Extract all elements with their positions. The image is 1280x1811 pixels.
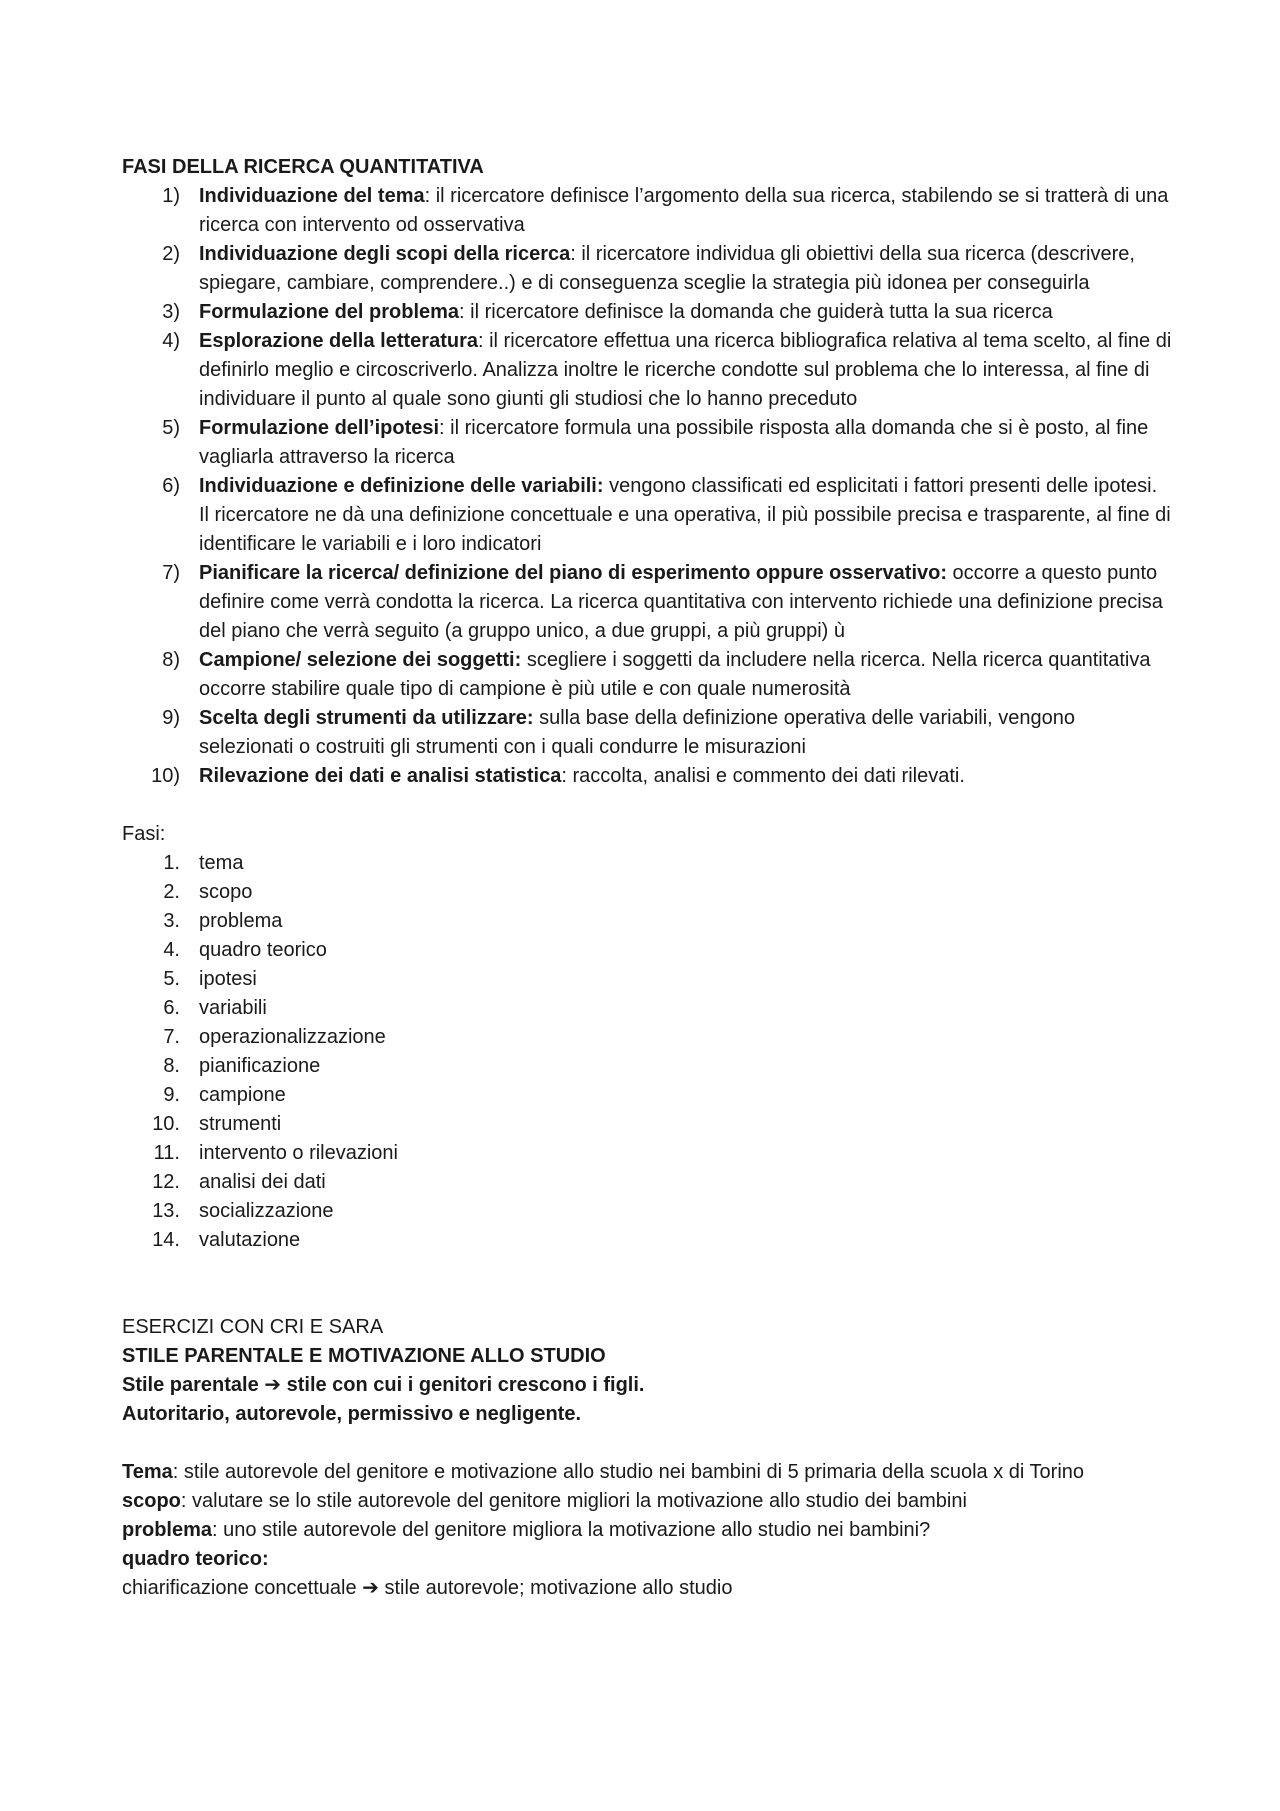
fase-text: problema (199, 910, 283, 932)
fase-number: 1. (163, 852, 180, 874)
phase-item (122, 414, 1172, 472)
fase-number: 8. (163, 1055, 180, 1077)
phase-description: : raccolta, analisi e commento dei dati rilevati. (561, 765, 965, 787)
chiarificazione-text: stile autorevole; motivazione allo studio (384, 1577, 733, 1599)
phase-item (122, 327, 1172, 414)
phase-title: Individuazione del tema (199, 185, 425, 207)
fase-number: 7. (163, 1026, 180, 1048)
phase-number: 10) (151, 765, 180, 787)
spacer (122, 1429, 1172, 1458)
phase-number: 6) (162, 475, 180, 497)
chiarificazione-term: chiarificazione concettuale (122, 1577, 357, 1599)
fase-item (122, 1052, 1172, 1081)
section-heading: FASI DELLA RICERCA QUANTITATIVA (122, 156, 484, 178)
document-page (122, 153, 1172, 1603)
phase-description: : il ricercatore individua gli obiettivi della sua ricerca (descrivere, spiegare, cambiare, comprendere..) e di conseguenza sceglie la strategia più idonea per conseguirla (199, 243, 1135, 294)
phase-item (122, 240, 1172, 298)
fase-text: campione (199, 1084, 286, 1106)
phase-description: scegliere i soggetti da includere nella ricerca. Nella ricerca quantitativa occorre stabilire quale tipo di campione è più utile e con quale numerosità (199, 649, 1151, 700)
phase-title: Rilevazione dei dati e analisi statistica (199, 765, 562, 787)
fase-number: 4. (163, 939, 180, 961)
fase-item (122, 1226, 1172, 1255)
fase-item (122, 965, 1172, 994)
phase-item (122, 704, 1172, 762)
phase-number: 9) (162, 707, 180, 729)
phase-description: sulla base della definizione operativa delle variabili, vengono selezionati o costruiti gli strumenti con i quali condurre le misurazioni (199, 707, 1075, 758)
phase-number: 5) (162, 417, 180, 439)
fase-text: variabili (199, 997, 267, 1019)
stile-parentale-definition: stile con cui i genitori crescono i figli. (286, 1374, 645, 1396)
fase-number: 9. (163, 1084, 180, 1106)
phase-description: : il ricercatore effettua una ricerca bibliografica relativa al tema scelto, al fine di definirlo meglio e circoscriverlo. Analizza inoltre le ricerche condotte sul problema che lo interessa, al fine di individuare il punto al quale sono giunti gli studiosi che lo hanno preceduto (199, 330, 1172, 410)
fasi-list (122, 849, 1172, 1255)
fase-text: valutazione (199, 1229, 301, 1251)
fase-text: pianificazione (199, 1055, 321, 1077)
exercise-label: ESERCIZI CON CRI E SARA (122, 1316, 384, 1338)
fase-text: ipotesi (199, 968, 257, 990)
phase-item (122, 472, 1172, 559)
phase-item (122, 762, 1172, 791)
fase-text: strumenti (199, 1113, 282, 1135)
quadro-teorico-label: quadro teorico: (122, 1548, 269, 1570)
problema-paragraph (122, 1516, 1172, 1545)
phase-number: 8) (162, 649, 180, 671)
fase-number: 10. (152, 1113, 180, 1135)
tema-label: Tema (122, 1461, 173, 1483)
phase-title: Pianificare la ricerca/ definizione del piano di esperimento oppure osservativo: (199, 562, 947, 584)
phase-item (122, 559, 1172, 646)
phase-title: Scelta degli strumenti da utilizzare: (199, 707, 534, 729)
fase-item (122, 936, 1172, 965)
phase-title: Formulazione del problema (199, 301, 460, 323)
fase-item (122, 1081, 1172, 1110)
fase-text: intervento o rilevazioni (199, 1142, 398, 1164)
fase-number: 12. (152, 1171, 180, 1193)
phase-number: 3) (162, 301, 180, 323)
phase-number: 1) (162, 185, 180, 207)
fase-item (122, 1197, 1172, 1226)
problema-label: problema (122, 1519, 213, 1541)
fase-text: operazionalizzazione (199, 1026, 386, 1048)
phase-description: : il ricercatore definisce l’argomento della sua ricerca, stabilendo se si tratterà di una ricerca con intervento od osservativa (199, 185, 1169, 236)
fase-number: 5. (163, 968, 180, 990)
fase-item (122, 1139, 1172, 1168)
fase-number: 2. (163, 881, 180, 903)
phase-number: 4) (162, 330, 180, 352)
fase-text: analisi dei dati (199, 1171, 326, 1193)
stile-parentale-term: Stile parentale (122, 1374, 259, 1396)
spacer (122, 791, 1172, 820)
chiarificazione-line (122, 1574, 1172, 1603)
fase-text: tema (199, 852, 244, 874)
phase-description: : il ricercatore definisce la domanda che guiderà tutta la sua ricerca (459, 301, 1053, 323)
fase-item (122, 878, 1172, 907)
phases-list (122, 182, 1172, 791)
phase-title: Individuazione e definizione delle variabili: (199, 475, 604, 497)
fase-item (122, 994, 1172, 1023)
phase-title: Campione/ selezione dei soggetti: (199, 649, 522, 671)
fase-item (122, 849, 1172, 878)
fase-number: 14. (152, 1229, 180, 1251)
fase-number: 6. (163, 997, 180, 1019)
spacer (122, 1255, 1172, 1313)
fase-item (122, 1110, 1172, 1139)
fase-text: scopo (199, 881, 253, 903)
scopo-text: : valutare se lo stile autorevole del genitore migliori la motivazione allo studio dei bambini (180, 1490, 967, 1512)
fase-number: 3. (163, 910, 180, 932)
tema-paragraph (122, 1458, 1172, 1487)
arrow-right-icon: ➔ (362, 1577, 379, 1599)
fase-text: socializzazione (199, 1200, 334, 1222)
scopo-paragraph (122, 1487, 1172, 1516)
phase-title: Formulazione dell’ipotesi (199, 417, 440, 439)
stile-types: Autoritario, autorevole, permissivo e negligente. (122, 1403, 581, 1425)
phase-item (122, 298, 1172, 327)
phase-number: 2) (162, 243, 180, 265)
phase-description: : il ricercatore formula una possibile risposta alla domanda che si è posto, al fine vagliarla attraverso la ricerca (199, 417, 1149, 468)
fase-item (122, 1168, 1172, 1197)
fasi-label: Fasi: (122, 823, 166, 845)
fase-item (122, 907, 1172, 936)
phase-description: occorre a questo punto definire come verrà condotta la ricerca. La ricerca quantitativa con intervento richiede una definizione precisa del piano che verrà seguito (a gruppo unico, a due gruppi, a più gruppi) ù (199, 562, 1163, 642)
problema-text: : uno stile autorevole del genitore migliora la motivazione allo studio nei bambini? (212, 1519, 931, 1541)
tema-text: : stile autorevole del genitore e motivazione allo studio nei bambini di 5 primaria della scuola x di Torino (172, 1461, 1085, 1483)
phase-number: 7) (162, 562, 180, 584)
exercise-title: STILE PARENTALE E MOTIVAZIONE ALLO STUDIO (122, 1345, 606, 1367)
phase-description: vengono classificati ed esplicitati i fattori presenti delle ipotesi. Il ricercatore ne dà una definizione concettuale e una operativa, il più possibile precisa e trasparente, al fine di identificare le variabili e i loro indicatori (199, 475, 1171, 555)
phase-item (122, 646, 1172, 704)
phase-item (122, 182, 1172, 240)
stile-parentale-line (122, 1371, 1172, 1400)
fase-number: 11. (153, 1142, 180, 1164)
phase-title: Esplorazione della letteratura (199, 330, 478, 352)
phase-title: Individuazione degli scopi della ricerca (199, 243, 571, 265)
fase-number: 13. (152, 1200, 180, 1222)
scopo-label: scopo (122, 1490, 181, 1512)
fase-item (122, 1023, 1172, 1052)
fase-text: quadro teorico (199, 939, 327, 961)
arrow-right-icon: ➔ (264, 1374, 282, 1396)
